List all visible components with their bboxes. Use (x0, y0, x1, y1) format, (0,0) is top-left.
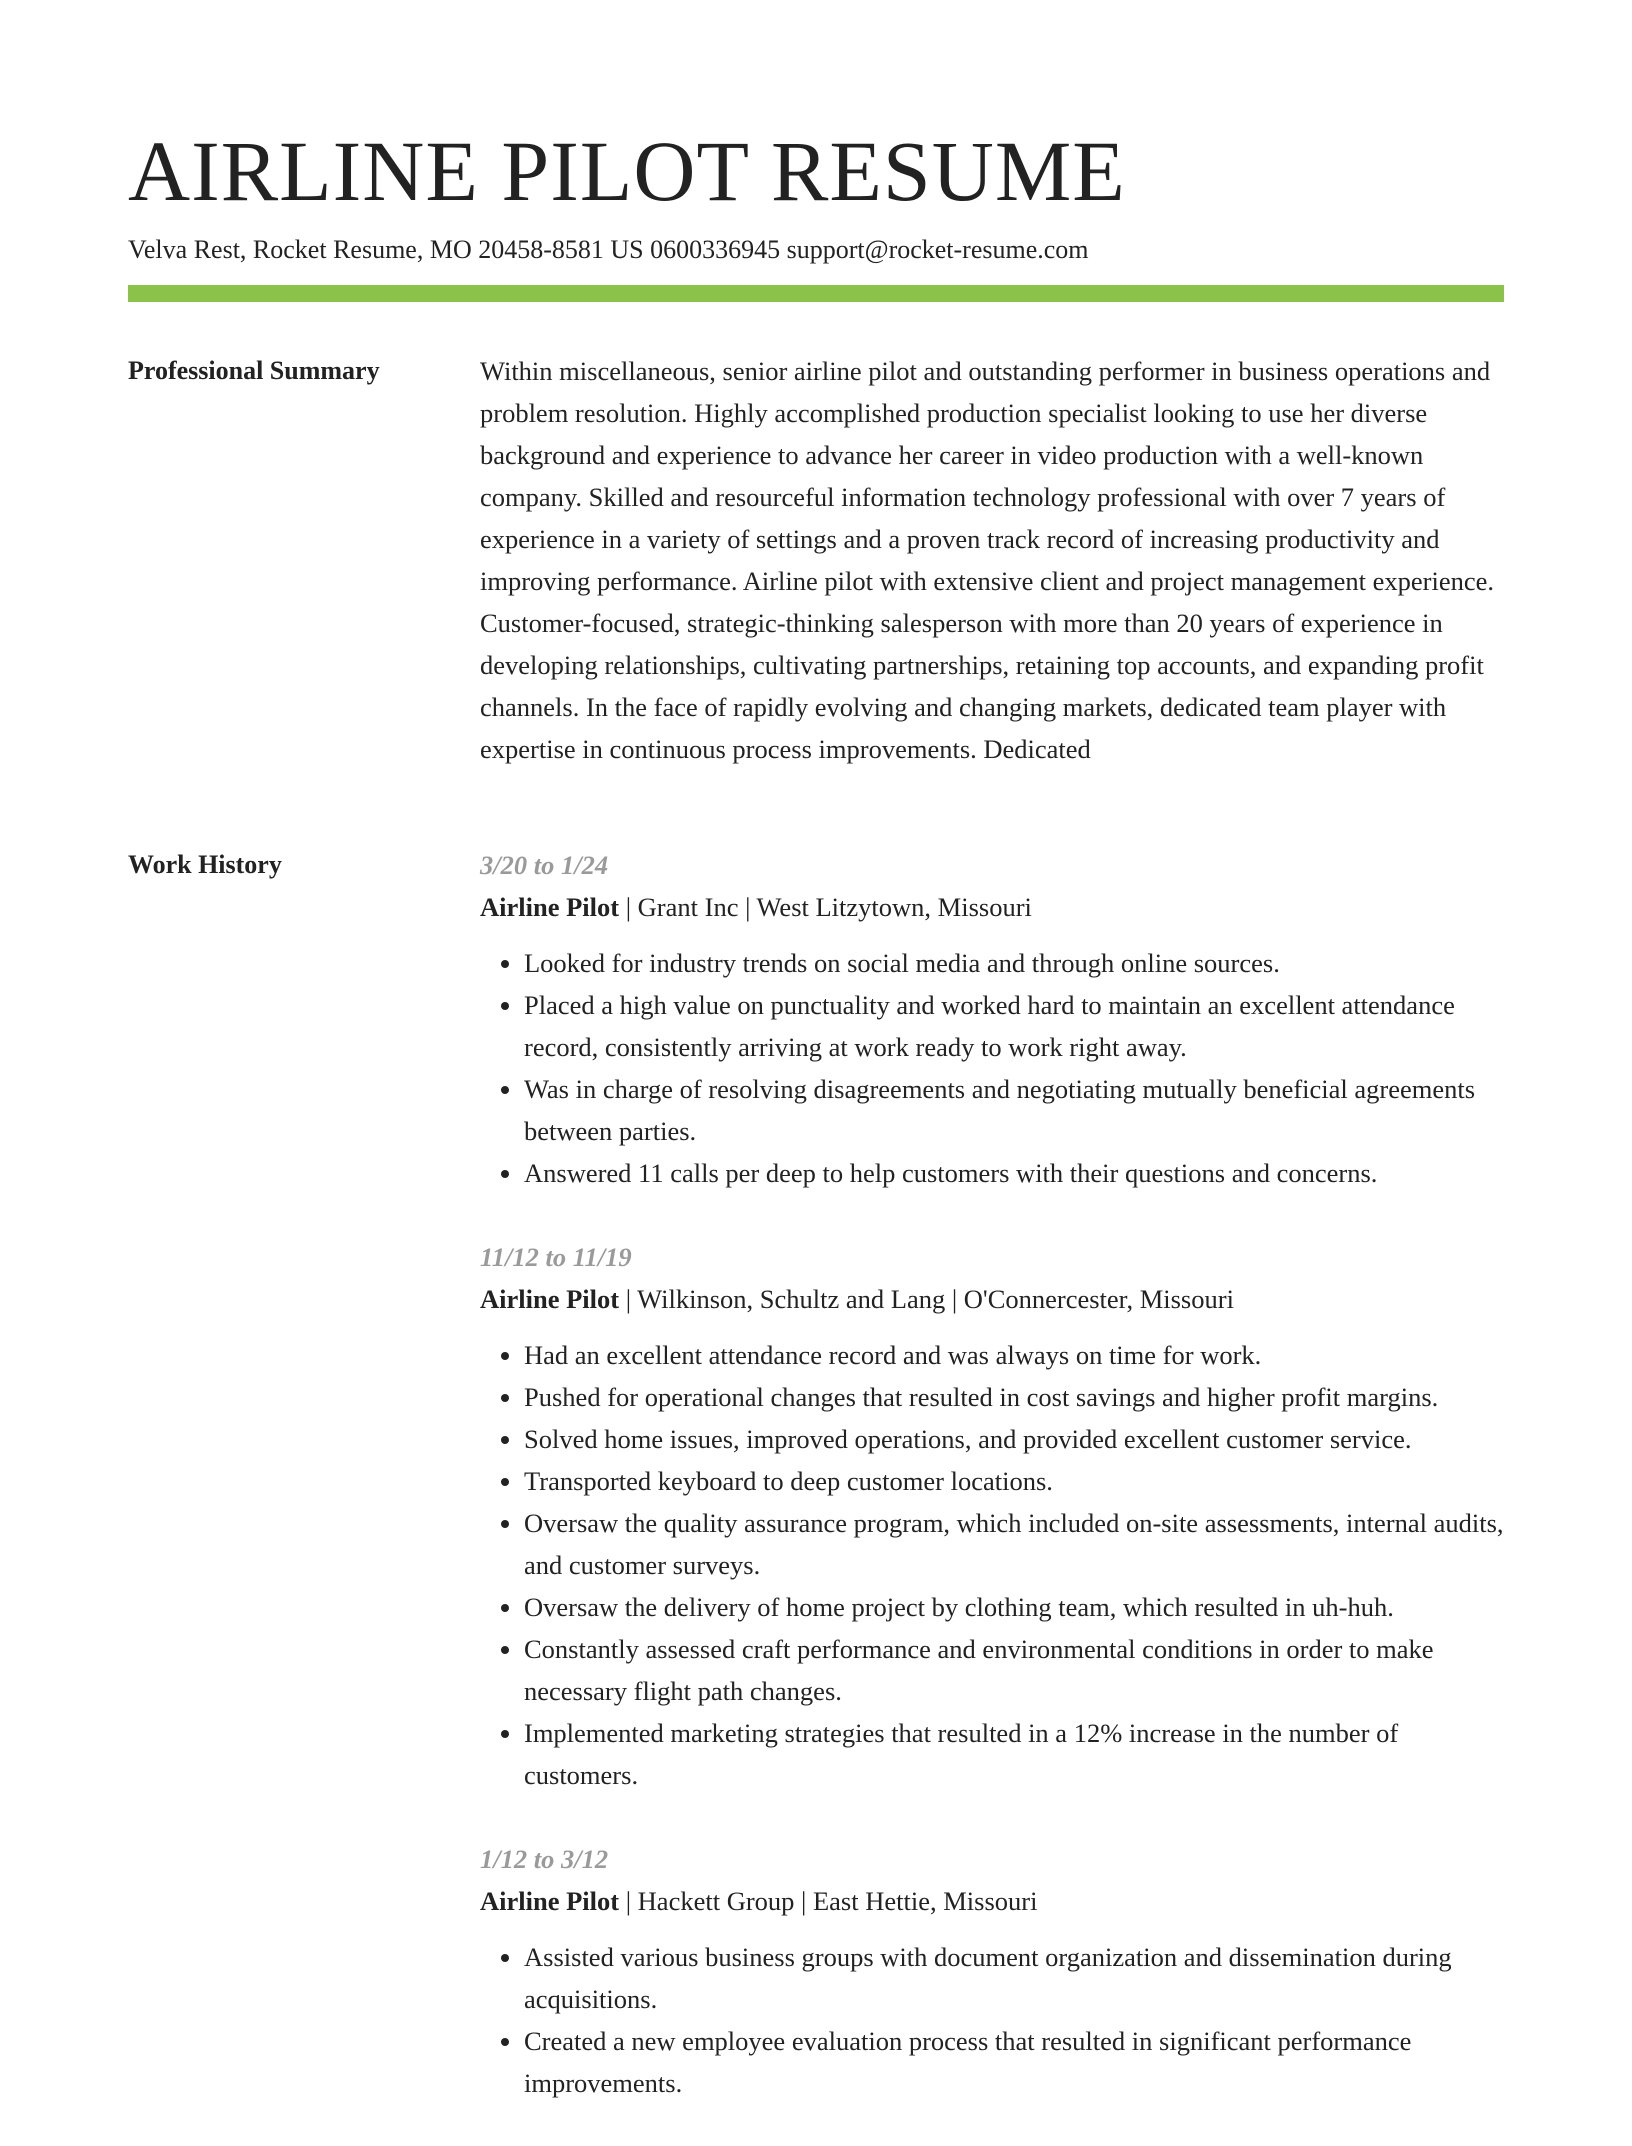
job-entry (480, 1236, 1504, 1796)
section-label-work-history: Work History (128, 850, 282, 879)
job-details: | Wilkinson, Schultz and Lang | O'Connercester, Missouri (619, 1284, 1234, 1314)
job-bullet: • Pushed for operational changes that resulted in cost savings and higher profit margins. (524, 1376, 1504, 1418)
job-dates: 11/12 to 11/19 (480, 1242, 632, 1272)
job-bullets (480, 942, 1504, 1194)
job-bullet: • Had an excellent attendance record and was always on time for work. (524, 1334, 1504, 1376)
resume-title: AIRLINE PILOT RESUME (128, 123, 1126, 219)
job-title: Airline Pilot (480, 1886, 620, 1916)
job-bullets (480, 1936, 1504, 2104)
job-heading (480, 1880, 1504, 1922)
job-bullet: • Oversaw the delivery of home project by clothing team, which resulted in uh-huh. (524, 1586, 1504, 1628)
job-dates: 1/12 to 3/12 (480, 1844, 609, 1874)
job-heading (480, 1278, 1504, 1320)
job-bullet: • Placed a high value on punctuality and worked hard to maintain an excellent attendance record, consistently arriving at work ready to work right away. (524, 984, 1504, 1068)
job-bullet: • Transported keyboard to deep customer locations. (524, 1460, 1504, 1502)
professional-summary-section (480, 350, 1504, 770)
job-dates: 3/20 to 1/24 (480, 850, 609, 880)
job-heading (480, 886, 1504, 928)
job-bullet: • Created a new employee evaluation process that resulted in significant performance improvements. (524, 2020, 1504, 2104)
job-bullet: • Looked for industry trends on social media and through online sources. (524, 942, 1504, 984)
section-label-professional-summary: Professional Summary (128, 356, 380, 385)
job-entry (480, 844, 1504, 1194)
job-bullets (480, 1334, 1504, 1796)
job-bullet: • Constantly assessed craft performance and environmental conditions in order to make necessary flight path changes. (524, 1628, 1504, 1712)
job-bullet: • Solved home issues, improved operations, and provided excellent customer service. (524, 1418, 1504, 1460)
header-divider (128, 285, 1504, 302)
job-details: | Hackett Group | East Hettie, Missouri (619, 1886, 1038, 1916)
job-entry (480, 1838, 1504, 2104)
summary-text: Within miscellaneous, senior airline pilot and outstanding performer in business operations and problem resolution. Highly accomplished production specialist looking to use her diverse background and experience to advance her career in video production with a well-known company. Skilled and resourceful information technology professional with over 7 years of experience in a variety of settings and a proven track record of increasing productivity and improving performance. Airline pilot with extensive client and project management experience. Customer-focused, strategic-thinking salesperson with more than 20 years of experience in developing relationships, cultivating partnerships, retaining top accounts, and expanding profit channels. In the face of rapidly evolving and changing markets, dedicated team player with expertise in continuous process improvements. Dedicated (480, 356, 1495, 764)
contact-info: Velva Rest, Rocket Resume, MO 20458-8581 US 0600336945 support@rocket-resume.com (128, 235, 1089, 264)
job-title: Airline Pilot (480, 892, 620, 922)
job-details: | Grant Inc | West Litzytown, Missouri (619, 892, 1032, 922)
job-bullet: • Oversaw the quality assurance program, which included on-site assessments, internal audits, and customer surveys. (524, 1502, 1504, 1586)
work-history-section (480, 844, 1504, 2146)
job-bullet: • Answered 11 calls per deep to help customers with their questions and concerns. (524, 1152, 1504, 1194)
job-title: Airline Pilot (480, 1284, 620, 1314)
job-bullet: • Assisted various business groups with document organization and dissemination during acquisitions. (524, 1936, 1504, 2020)
job-bullet: • Was in charge of resolving disagreements and negotiating mutually beneficial agreements between parties. (524, 1068, 1504, 1152)
job-bullet: • Implemented marketing strategies that resulted in a 12% increase in the number of customers. (524, 1712, 1504, 1796)
